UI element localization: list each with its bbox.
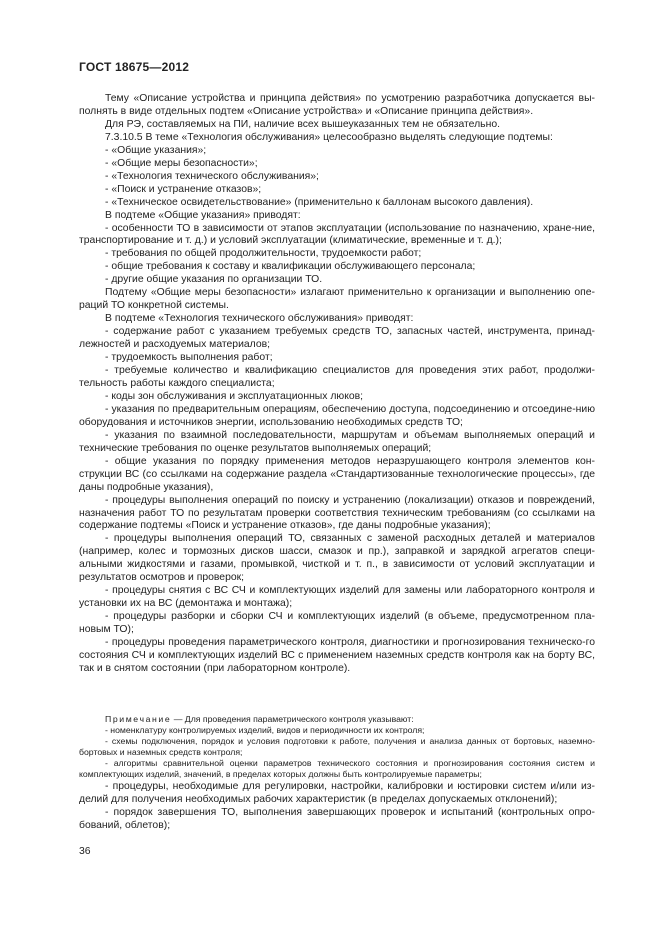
tail-text: [79, 781, 595, 833]
list-item: - коды зон обслуживания и эксплуатационных люков;: [105, 390, 364, 402]
paragraph: Тему «Описание устройства и принципа действия» по усмотрению разработчика допускается вы-полнять в виде отдельных подтем «Описание устройства» и «Описание принципа действия».: [79, 93, 595, 117]
list-item: - другие общие указания по организации ТО.: [105, 274, 323, 286]
list-item: - процедуры, необходимые для регулировки, настройки, калибровки и юстировки систем и/или из-делий для получения необходимых рабочих характеристик (в пределах допускаемых отклонений);: [79, 781, 595, 805]
list-item: - особенности ТО в зависимости от этапов эксплуатации (использование по назначению, хране-ние, транспортирование и т. д.) и условий эксплуатации (климатические, временные и т. д.);: [79, 222, 595, 247]
list-item: - требования по общей продолжительности, трудоемкости работ;: [105, 248, 422, 260]
list-item: - «Техническое освидетельствование» (применительно к баллонам высокого давления).: [105, 196, 534, 208]
paragraph: Подтему «Общие меры безопасности» излагают применительно к организации и выполнению опе-раций ТО конкретной системы.: [79, 287, 595, 312]
note-block: [79, 714, 595, 779]
paragraph: 7.3.10.5 В теме «Технология обслуживания» целесообразно выделять следующие подтемы:: [105, 131, 553, 143]
list-item: - процедуры выполнения операций ТО, связанных с заменой расходных деталей и материалов (например, колес и тормозных дисков шасси, смазок и пр.), заправкой и зарядкой агрегатов специ-альными жидкостями и газами, промывкой, чисткой и т. п., в зависимости от условий эксплуатации и результатов осмотров и проверок;: [79, 533, 595, 584]
list-item: - порядок завершения ТО, выполнения завершающих проверок и испытаний (контрольных опро-бований, облетов);: [79, 806, 595, 831]
note-item: - номенклатуру контролируемых изделий, видов и периодичности их контроля;: [105, 724, 425, 735]
paragraph: В подтеме «Технология технического обслуживания» приводят:: [105, 313, 414, 325]
list-item: - общие требования к составу и квалификации обслуживающего персонала;: [105, 261, 476, 273]
note-intro: [79, 714, 595, 725]
note-item: - схемы подключения, порядок и условия подготовки к работе, получения и анализа данных от бортовых, наземно-бортовых и наземных средств контроля;: [79, 735, 595, 757]
list-item: - процедуры снятия с ВС СЧ и комплектующих изделий для замены или лабораторного контроля и установки их на ВС (демонтажа и монтажа);: [79, 585, 595, 610]
list-item: - «Общие указания»;: [105, 144, 207, 156]
list-item: - трудоемкость выполнения работ;: [105, 352, 273, 364]
document-code: ГОСТ 18675—2012: [79, 60, 190, 74]
list-item: - содержание работ с указанием требуемых средств ТО, запасных частей, инструмента, принад-лежностей и расходуемых материалов;: [79, 326, 595, 351]
list-item: - общие указания по порядку применения методов неразрушающего контроля элементов кон-струкции ВС (со ссылками на содержание раздела «Стандартизованные технологические процессы», где даны подробные указания),: [79, 455, 595, 493]
paragraph: Для РЭ, составляемых на ПИ, наличие всех вышеуказанных тем не обязательно.: [105, 118, 500, 130]
list-item: - указания по взаимной последовательности, маршрутам и объемам выполняемых операций и технические требования по оценке результатов выполняемых операций;: [79, 429, 595, 454]
note-intro-text: — Для проведения параметрического контроля указывают:: [171, 714, 414, 724]
list-item: - процедуры разборки и сборки СЧ и комплектующих изделий (в объеме, предусмотренном пла-новым ТО);: [79, 611, 595, 636]
page-number: 36: [79, 846, 91, 857]
main-text: [79, 93, 595, 676]
note-label: Примечание: [105, 714, 172, 724]
list-item: - процедуры проведения параметрического контроля, диагностики и прогнозирования техническо-го состояния СЧ и комплектующих изделий ВС с применением наземных средств контроля как на борту ВС, так и в снятом состоянии (при лабораторном контроле).: [79, 637, 595, 674]
list-item: - процедуры выполнения операций по поиску и устранению (локализации) отказов и повреждений, назначения работ ТО по результатам проверки соответствия техническим требованиям (со ссылками на содержание подтемы «Поиск и устранение отказов», где даны подробные указания);: [79, 494, 595, 532]
list-item: - «Технология технического обслуживания»;: [105, 170, 319, 182]
list-item: - «Общие меры безопасности»;: [105, 157, 258, 169]
note-item: - алгоритмы сравнительной оценки параметров технического состояния и прогнозирования состояния систем и комплектующих изделий, значений, в пределах которых должны быть контролируемые параметры;: [79, 757, 595, 779]
list-item: - указания по предварительным операциям, обеспечению доступа, подсоединению и отсоедине-нию оборудования и источников энергии, использованию необходимых средств ТО;: [79, 403, 595, 428]
paragraph: В подтеме «Общие указания» приводят:: [105, 209, 301, 221]
list-item: - требуемые количество и квалификацию специалистов для проведения этих работ, продолжи-тельность работы каждого специалиста;: [79, 365, 595, 389]
list-item: - «Поиск и устранение отказов»;: [105, 183, 262, 195]
